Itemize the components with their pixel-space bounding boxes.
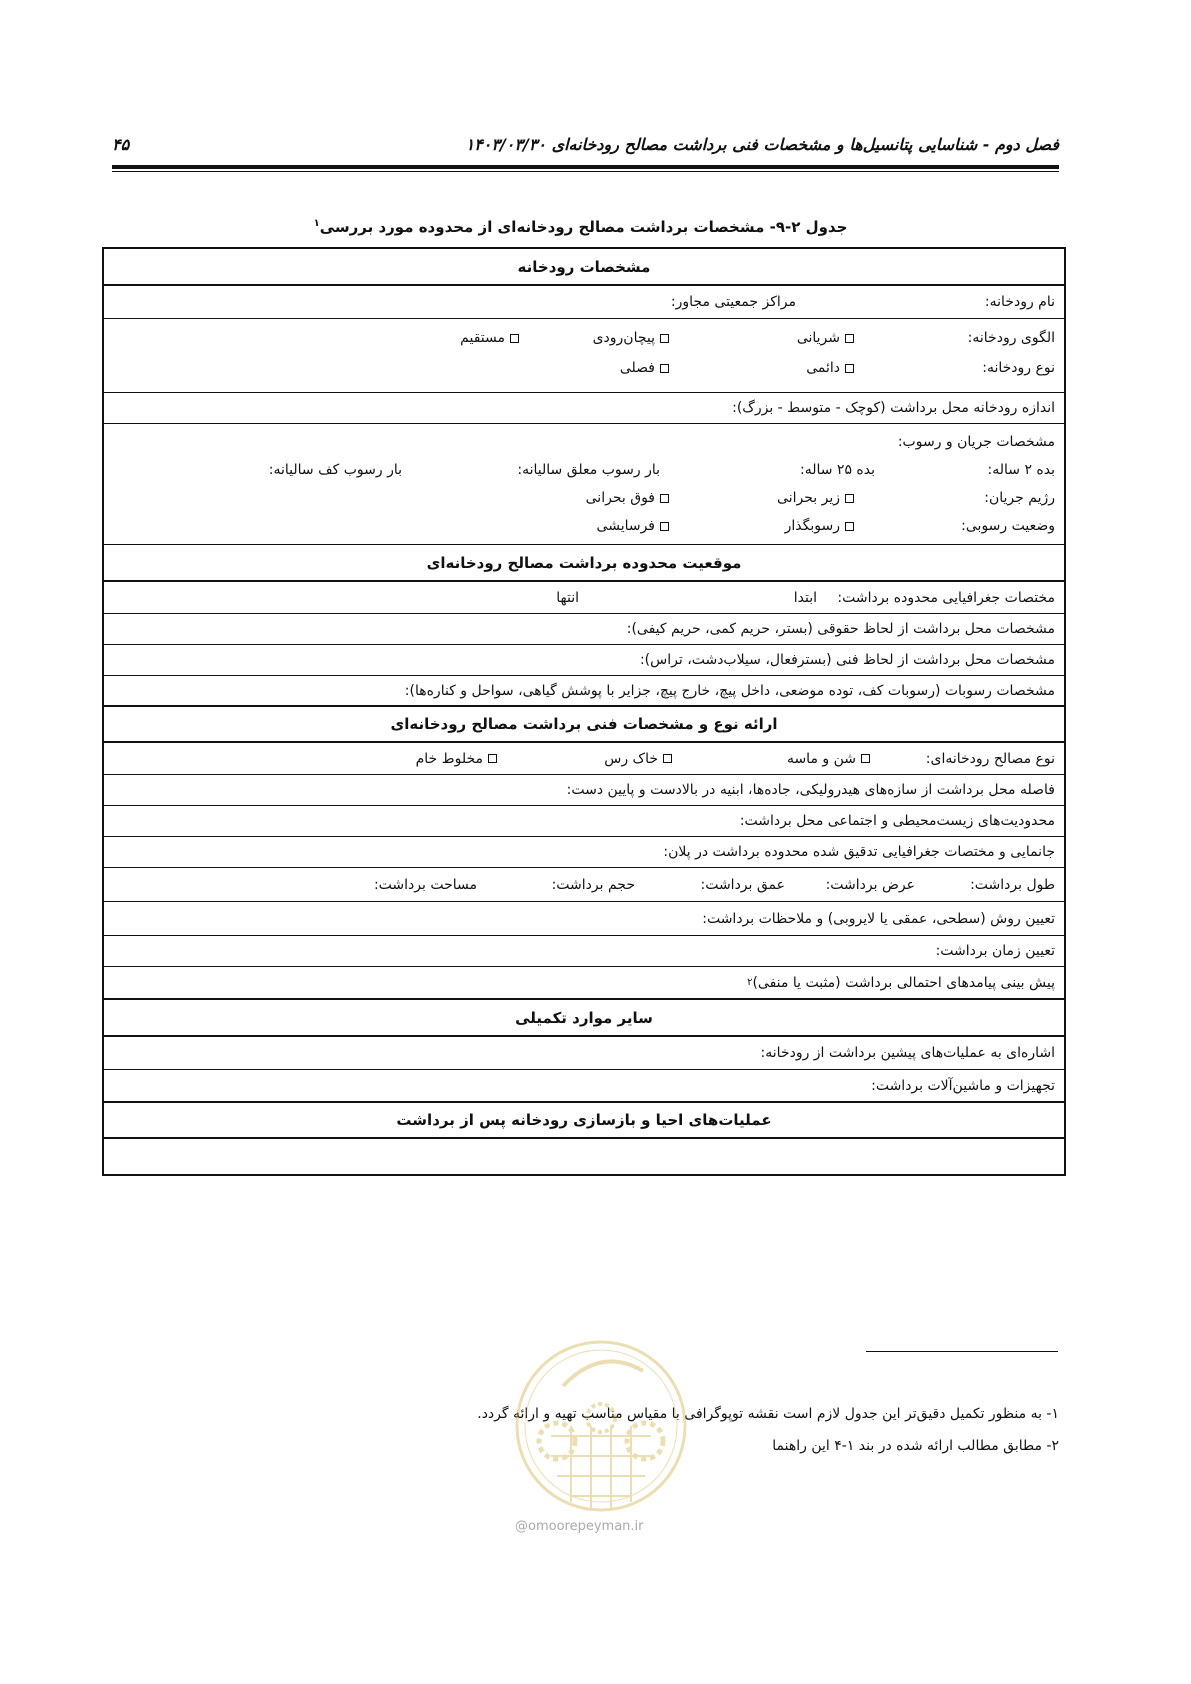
option-eroding[interactable]: فرسایشی	[597, 518, 669, 534]
row-distance: فاصله محل برداشت از سازه‌های هیدرولیکی، جاده‌ها، ابنیه در بالادست و پایین دست:	[104, 775, 1064, 806]
option-supercritical[interactable]: فوق بحرانی	[586, 490, 669, 506]
type-line	[113, 353, 1055, 383]
option-seasonal[interactable]: فصلی	[620, 360, 669, 376]
row-restoration-blank[interactable]	[104, 1139, 1064, 1174]
row-flow-sediment	[104, 424, 1064, 545]
page-number: ۴۵	[112, 134, 130, 154]
sediment-label: وضعیت رسوبی:	[961, 518, 1055, 534]
area-label: مساحت برداشت:	[373, 876, 477, 893]
checkbox[interactable]	[660, 494, 669, 503]
option-raw-mix[interactable]: مخلوط خام	[416, 751, 497, 767]
row-consequences: پیش بینی پیامدهای احتمالی برداشت (مثبت یا منفی) ۲	[104, 967, 1064, 1000]
section-supplementary: سایر موارد تکمیلی	[104, 1000, 1064, 1037]
row-sediments: مشخصات رسوبات (رسوبات کف، توده موضعی، داخل پیچ، خارج پیچ، جزایر با پوشش گیاهی، سواحل و کناره‌ها):	[104, 676, 1064, 707]
option-braided[interactable]: شریانی	[669, 330, 854, 346]
end-label: انتها	[556, 589, 579, 606]
section-river-specs: مشخصات رودخانه	[104, 249, 1064, 286]
option-straight[interactable]: مستقیم	[460, 330, 519, 346]
footnote-ref-1: ۱	[313, 218, 320, 229]
row-river-name	[104, 286, 1064, 319]
row-env-limits: محدودیت‌های زیست‌محیطی و اجتماعی محل برداشت:	[104, 806, 1064, 837]
watermark-logo-icon	[513, 1326, 689, 1546]
row-river-size: اندازه رودخانه محل برداشت (کوچک - متوسط - بزرگ):	[104, 393, 1064, 424]
checkbox[interactable]	[861, 754, 870, 763]
row-equipment: تجهیزات و ماشین‌آلات برداشت:	[104, 1070, 1064, 1103]
river-type-label: نوع رودخانه:	[982, 360, 1055, 376]
option-meandering[interactable]: پیچان‌رودی	[519, 330, 669, 346]
river-name-label: نام رودخانه:	[984, 294, 1055, 310]
regime-label: رژیم جریان:	[984, 490, 1055, 506]
material-label: نوع مصالح رودخانه‌ای:	[925, 750, 1055, 767]
checkbox[interactable]	[845, 334, 854, 343]
header-rule-thin	[112, 171, 1059, 172]
page-header	[112, 128, 1059, 160]
footnote-ref-2: ۲	[747, 977, 753, 988]
table-caption: جدول ۲-۹- مشخصات برداشت مصالح رودخانه‌ای از محدوده مورد بررسی$^۱$	[313, 218, 848, 236]
width-label: عرض برداشت:	[825, 876, 915, 893]
checkbox[interactable]	[660, 522, 669, 531]
option-subcritical[interactable]: زیر بحرانی	[669, 490, 854, 506]
row-geo-coords	[104, 582, 1064, 614]
checkbox[interactable]	[663, 754, 672, 763]
row-pattern-type	[104, 319, 1064, 393]
checkbox[interactable]	[660, 334, 669, 343]
checkbox[interactable]	[488, 754, 497, 763]
section-technical-specs: ارائه نوع و مشخصات فنی برداشت مصالح رودخانه‌ای	[104, 707, 1064, 743]
row-previous-ops: اشاره‌ای به عملیات‌های پیشین برداشت از رودخانه:	[104, 1037, 1064, 1070]
flow-heading: مشخصات جریان و رسوب:	[897, 434, 1055, 450]
header-rule	[112, 165, 1059, 169]
depth-label: عمق برداشت:	[700, 876, 785, 893]
pattern-label: الگوی رودخانه:	[967, 330, 1055, 346]
section-extraction-location: موقعیت محدوده برداشت مصالح رودخانه‌ای	[104, 545, 1064, 582]
checkbox[interactable]	[845, 494, 854, 503]
option-perennial[interactable]: دائمی	[669, 360, 854, 376]
row-plan-location: جانمایی و مختصات جغرافیایی تدقیق شده محدوده برداشت در پلان:	[104, 837, 1064, 868]
sediment-line	[113, 512, 1055, 540]
row-dimensions	[104, 868, 1064, 902]
option-clay[interactable]: خاک رس	[497, 751, 672, 767]
footnote-rule	[866, 1351, 1058, 1352]
volume-label: حجم برداشت:	[551, 876, 635, 893]
nearby-centers-label: مراکز جمعیتی مجاور:	[670, 294, 796, 310]
section-restoration: عملیات‌های احیا و بازسازی رودخانه پس از برداشت	[104, 1103, 1064, 1139]
checkbox[interactable]	[510, 334, 519, 343]
checkbox[interactable]	[845, 364, 854, 373]
q2-label: بده ۲ ساله:	[987, 462, 1055, 478]
footnote-2: ۲- مطابق مطالب ارائه شده در بند ۱-۴ این راهنما	[772, 1438, 1059, 1454]
option-depositing[interactable]: رسوبگذار	[669, 518, 854, 534]
row-legal: مشخصات محل برداشت از لحاظ حقوقی (بستر، حریم کمی، حریم کیفی):	[104, 614, 1064, 645]
footnote-1: ۱- به منظور تکمیل دقیق‌تر این جدول لازم است نقشه توپوگرافی با مقیاس مناسب تهیه و ارائه گردد.	[477, 1406, 1059, 1422]
watermark-url: @omoorepeyman.ir	[515, 1519, 644, 1534]
suspended-load-label: بار رسوب معلق سالیانه:	[517, 462, 660, 478]
row-technical: مشخصات محل برداشت از لحاظ فنی (بسترفعال، سیلاب‌دشت، تراس):	[104, 645, 1064, 676]
discharge-line	[113, 456, 1055, 484]
regime-line	[113, 484, 1055, 512]
bed-load-label: بار رسوب کف سالیانه:	[268, 462, 402, 478]
row-material-type	[104, 743, 1064, 775]
chapter-title: فصل دوم - شناسایی پتانسیل‌ها و مشخصات فنی برداشت مصالح رودخانه‌ای ۱۴۰۳/۰۳/۳۰	[465, 134, 1059, 154]
checkbox[interactable]	[660, 364, 669, 373]
length-label: طول برداشت:	[970, 876, 1055, 893]
river-materials-table	[102, 247, 1066, 1176]
row-timing: تعیین زمان برداشت:	[104, 936, 1064, 967]
checkbox[interactable]	[845, 522, 854, 531]
row-method: تعیین روش (سطحی، عمقی یا لایروبی) و ملاحظات برداشت:	[104, 902, 1064, 936]
start-label: ابتدا	[793, 589, 817, 606]
geo-coords-label: مختصات جغرافیایی محدوده برداشت:	[837, 589, 1055, 606]
q25-label: بده ۲۵ ساله:	[799, 462, 875, 478]
option-sand-gravel[interactable]: شن و ماسه	[672, 751, 870, 767]
pattern-line	[113, 323, 1055, 353]
